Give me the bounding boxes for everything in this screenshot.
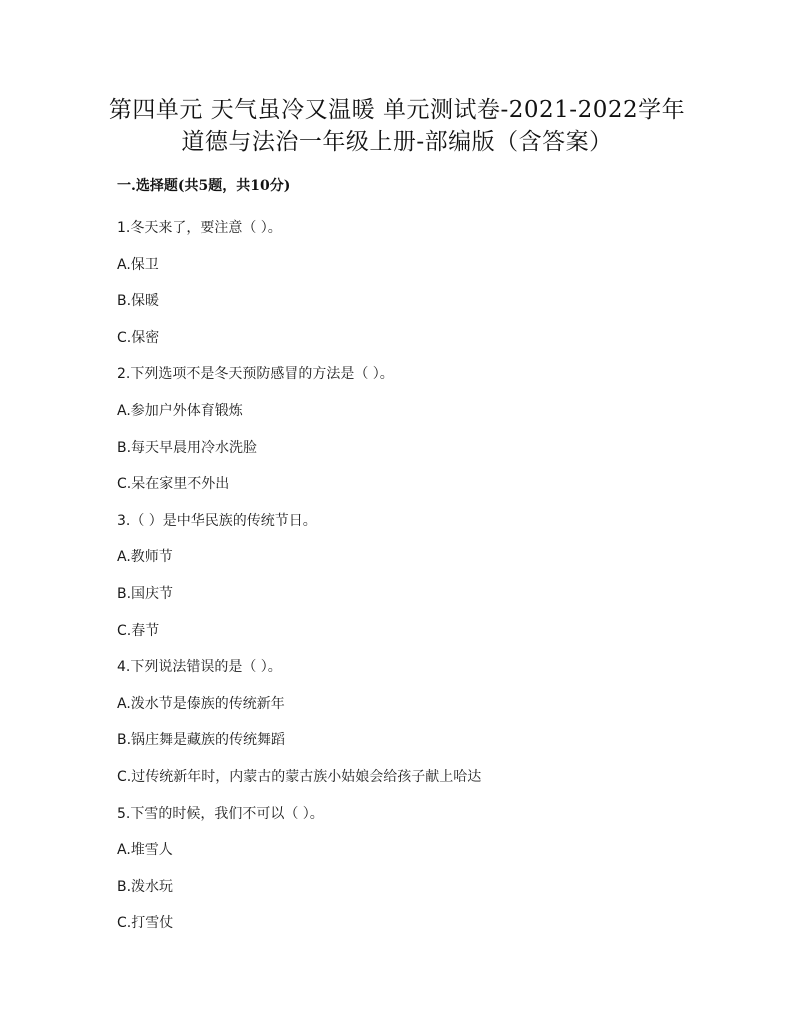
answer-option: A.教师节: [117, 549, 173, 566]
answer-option: B.锅庄舞是藏族的传统舞蹈: [117, 732, 286, 749]
answer-option: C.保密: [117, 329, 160, 346]
question-stem: 2.下列选项不是冬天预防感冒的方法是（ ）。: [117, 366, 394, 383]
answer-option: A.保卫: [117, 256, 159, 273]
question-stem: 5.下雪的时候，我们不可以（ ）。: [117, 805, 324, 822]
answer-option: B.国庆节: [117, 586, 174, 602]
question-stem: 1.冬天来了，要注意（ ）。: [117, 220, 282, 236]
answer-option: B.每天早晨用冷水洗脸: [117, 439, 258, 456]
answer-option: C.打雪仗: [117, 915, 174, 932]
answer-option: C.过传统新年时，内蒙古的蒙古族小姑娘会给孩子献上哈达: [117, 769, 482, 785]
document-title-line-1: 第四单元 天气虽冷又温暖 单元测试卷-2021-2022学年: [108, 97, 686, 123]
answer-option: A.堆雪人: [117, 842, 173, 859]
section-heading: 一.选择题(共5题，共10分): [117, 178, 291, 194]
question-stem: 4.下列说法错误的是（ ）。: [117, 659, 282, 676]
answer-option: B.保暖: [117, 293, 160, 310]
document-title-line-2: 道德与法治一年级上册-部编版（含答案）: [181, 129, 613, 155]
answer-option: A.参加户外体育锻炼: [117, 403, 243, 419]
answer-option: C.春节: [117, 622, 160, 639]
answer-option: B.泼水玩: [117, 878, 174, 895]
answer-option: C.呆在家里不外出: [117, 476, 230, 493]
question-stem: 3.（ ）是中华民族的传统节日。: [117, 512, 317, 529]
answer-option: A.泼水节是傣族的传统新年: [117, 695, 285, 712]
